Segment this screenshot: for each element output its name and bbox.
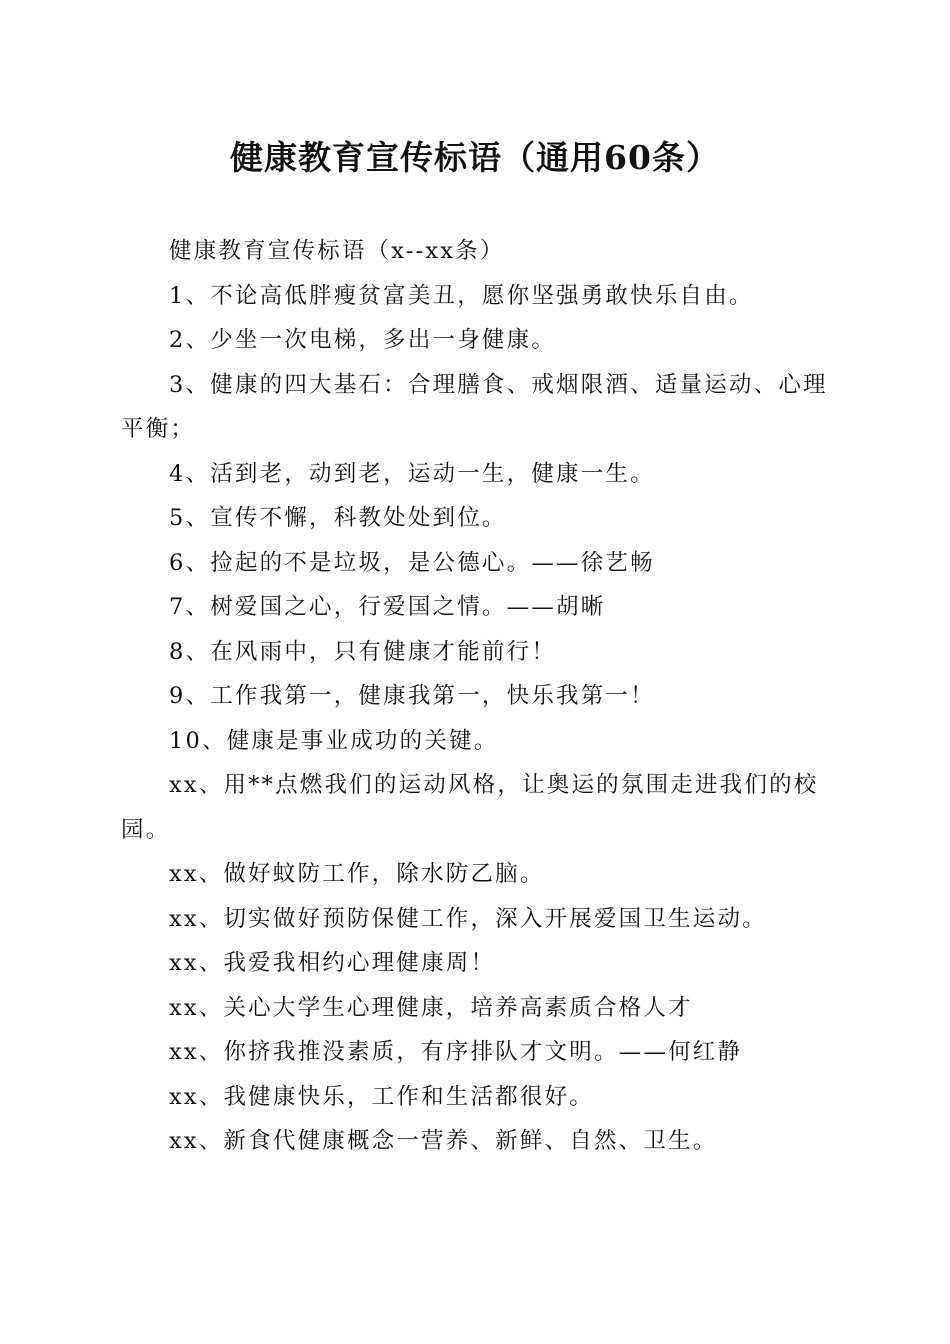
slogan-item: 1、不论高低胖瘦贫富美丑，愿你坚强勇敢快乐自由。 bbox=[169, 282, 754, 309]
slogan-item: 2、少坐一次电梯，多出一身健康。 bbox=[169, 327, 557, 353]
slogan-item: 8、在风雨中，只有健康才能前行！ bbox=[169, 638, 557, 665]
slogan-item: xx、你挤我推没素质，有序排队才文明。——何红静 bbox=[169, 1039, 743, 1065]
slogan-item: xx、做好蚊防工作，除水防乙脑。 bbox=[169, 861, 545, 887]
slogan-item: xx、关心大学生心理健康，培养高素质合格人才 bbox=[169, 994, 693, 1021]
slogan-item: 10、健康是事业成功的关键。 bbox=[169, 727, 499, 754]
slogan-item: xx、我健康快乐，工作和生活都很好。 bbox=[169, 1083, 594, 1110]
slogan-item: xx、我爱我相约心理健康周！ bbox=[169, 950, 496, 976]
slogan-item: xx、用**点燃我们的运动风格，让奥运的氛围走进我们的校园。 bbox=[121, 772, 819, 843]
slogan-item: xx、切实做好预防保健工作，深入开展爱国卫生运动。 bbox=[169, 905, 767, 932]
slogan-item: 7、树爱国之心，行爱国之情。——胡晰 bbox=[169, 594, 606, 620]
slogan-item: 6、捡起的不是垃圾，是公德心。——徐艺畅 bbox=[169, 549, 655, 576]
paragraph-subtitle: 健康教育宣传标语（x--xx条） bbox=[169, 238, 505, 264]
document-title: 健康教育宣传标语（通用60条） bbox=[230, 138, 720, 177]
slogan-item: 3、健康的四大基石：合理膳食、戒烟限酒、适量运动、心理平衡； bbox=[121, 371, 828, 442]
slogan-item: 9、工作我第一，健康我第一，快乐我第一！ bbox=[169, 683, 655, 709]
slogan-item: xx、新食代健康概念一营养、新鲜、自然、卫生。 bbox=[169, 1128, 718, 1154]
slogan-item: 5、宣传不懈，科教处处到位。 bbox=[169, 505, 507, 531]
document-body bbox=[121, 229, 831, 1164]
slogan-item: 4、活到老，动到老，运动一生，健康一生。 bbox=[169, 460, 655, 487]
